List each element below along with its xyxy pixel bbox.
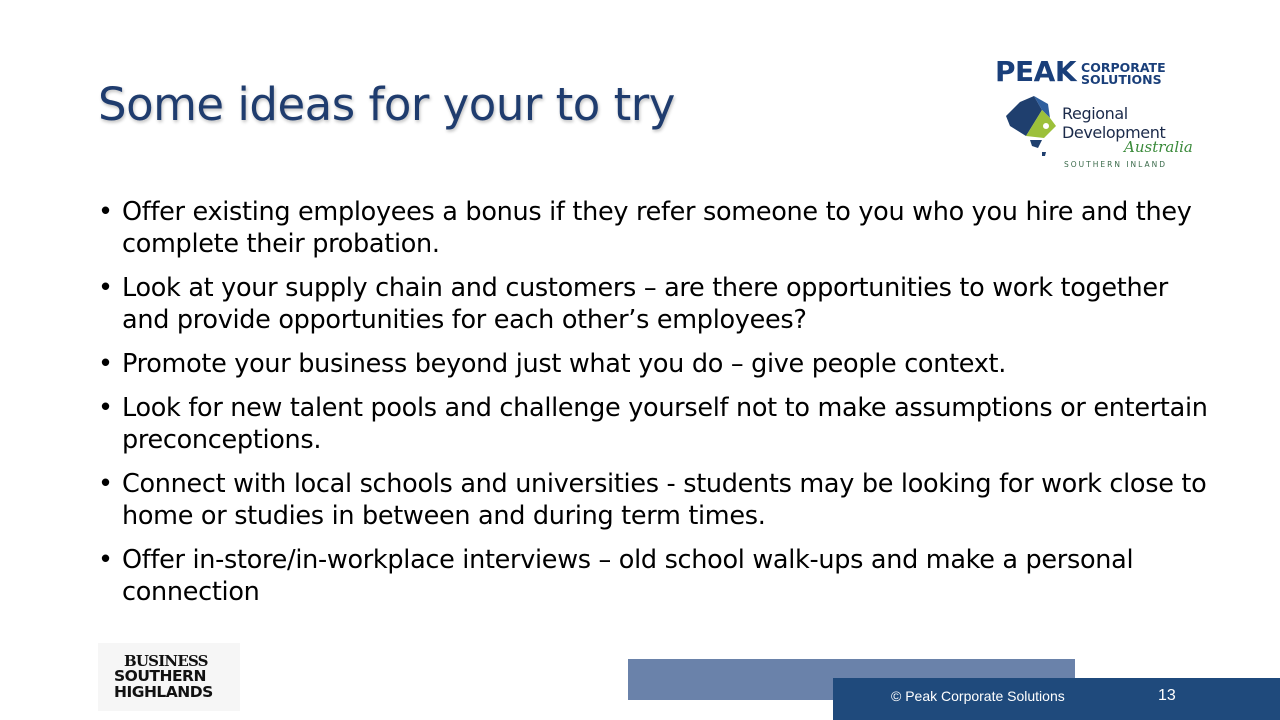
bullet-dot: • (98, 197, 113, 227)
bullet-item (98, 272, 1208, 336)
bullet-text: Promote your business beyond just what you do – give people context. (122, 349, 1007, 379)
bullet-item (98, 468, 1208, 532)
bsh-highlands: HIGHLANDS (114, 683, 213, 701)
bsh-ess: ESS (177, 652, 208, 670)
bullet-dot: • (98, 393, 113, 423)
slide-number: 13 (1158, 687, 1176, 704)
peak-logo (995, 56, 1166, 86)
bsh-bus: BUS (124, 652, 159, 670)
rda-logo-text (1062, 104, 1165, 142)
peak-logo-sub2: SOLUTIONS (1081, 72, 1162, 87)
rda-line2: Development (1062, 123, 1166, 142)
bullet-item (98, 348, 1208, 380)
bullet-dot: • (98, 469, 113, 499)
bullet-item (98, 392, 1208, 456)
bullet-dot: • (98, 273, 113, 303)
bullet-item (98, 544, 1208, 608)
bullet-text: Offer in-store/in-workplace interviews – old school walk-ups and make a personal connection (122, 545, 1134, 607)
bullet-dot: • (98, 545, 113, 575)
rda-australia: Australia (1124, 138, 1193, 156)
peak-logo-sub1: CORPORATE (1081, 60, 1166, 75)
bullet-text: Connect with local schools and universities - students may be looking for work close to home or studies in between and during term times. (122, 469, 1207, 531)
bullet-text: Look for new talent pools and challenge yourself not to make assumptions or entertain preconceptions. (122, 393, 1208, 455)
bsh-southern: SOUTHERN (114, 667, 206, 685)
footer-bar (833, 678, 1280, 720)
slide-title: Some ideas for your to try (98, 78, 675, 131)
rda-region: SOUTHERN INLAND (1064, 160, 1168, 169)
rda-logo (1004, 94, 1194, 172)
bullet-text: Look at your supply chain and customers – are there opportunities to work together and provide opportunities for each other’s employees? (122, 273, 1168, 335)
bsh-in: IN (158, 652, 178, 670)
peak-logo-subtitle (1081, 62, 1166, 86)
rda-line1: Regional (1062, 104, 1128, 123)
business-southern-highlands-logo (98, 643, 240, 711)
bullet-list (98, 196, 1208, 620)
footer-copyright: © Peak Corporate Solutions (891, 688, 1065, 704)
peak-logo-word: PEAK (995, 55, 1077, 88)
bsh-logo-lines (114, 668, 213, 700)
bullet-dot: • (98, 349, 113, 379)
bullet-text: Offer existing employees a bonus if they refer someone to you who you hire and they complete their probation. (122, 197, 1192, 259)
bullet-item (98, 196, 1208, 260)
rda-map-icon (1004, 96, 1060, 158)
